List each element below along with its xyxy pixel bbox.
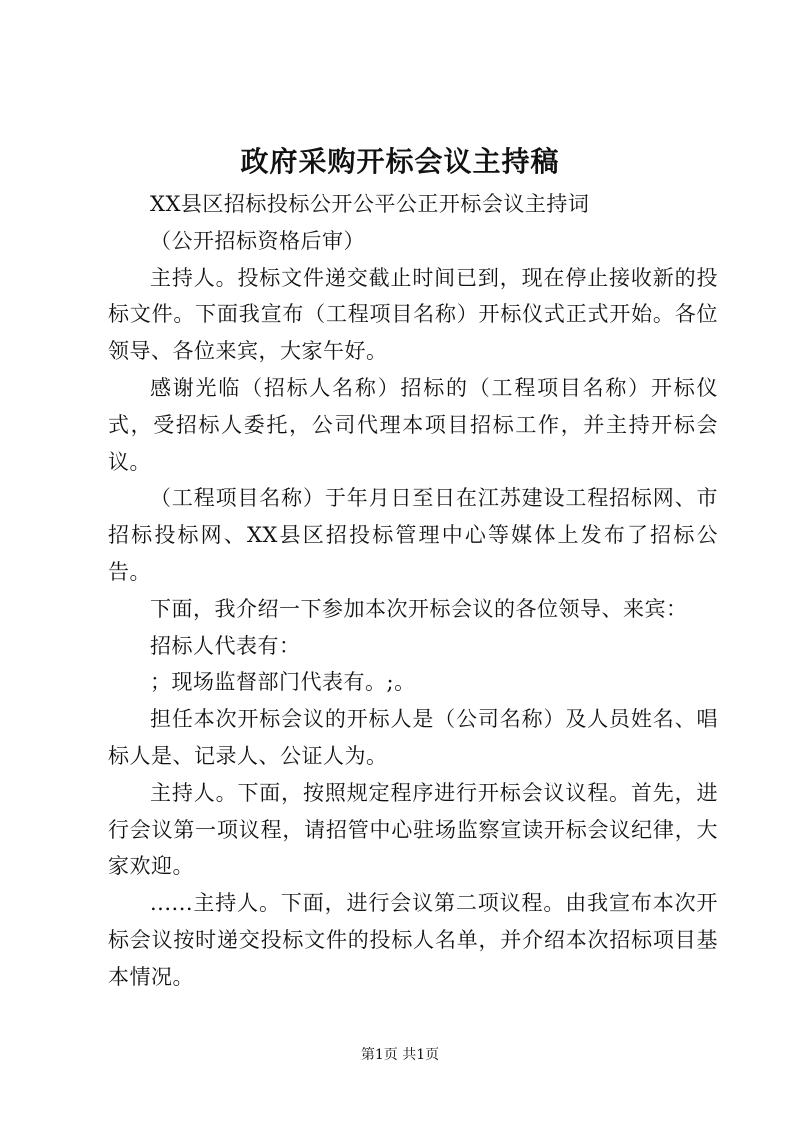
paragraph-6: 下面，我介绍一下参加本次开标会议的各位领导、来宾： <box>150 596 688 621</box>
paragraph-1: XX县区招标投标公开公平公正开标会议主持词 <box>150 192 590 216</box>
page-number-footer: 第1页 共1页 <box>360 1047 440 1063</box>
paragraph-3: 主持人。投标文件递交截止时间已到，现在停止接收新的投标文件。下面我宣布（工程项目名称）开标仪式正式开始。各位领导、各位来宾，大家午好。 <box>108 265 718 364</box>
paragraph-10: 主持人。下面，按照规定程序进行开标会议议程。首先，进行会议第一项议程，请招管中心驻场监察宣读开标会议纪律，大家欢迎。 <box>108 780 718 879</box>
paragraph-11: ......主持人。下面，进行会议第二项议程。由我宣布本次开标会议按时递交投标文件的投标人名单，并介绍本次招标项目基本情况。 <box>108 891 718 989</box>
paragraph-9: 担任本次开标会议的开标人是（公司名称）及人员姓名、唱标人是、记录人、公证人为。 <box>108 707 718 768</box>
paragraph-8: ；现场监督部门代表有。;。 <box>150 670 416 695</box>
paragraph-2: （公开招标资格后审） <box>150 228 365 253</box>
document-title: 政府采购开标会议主持稿 <box>240 145 560 178</box>
paragraph-4: 感谢光临（招标人名称）招标的（工程项目名称）开标仪式，受招标人委托，公司代理本项目招标工作，并主持开标会议。 <box>108 375 718 474</box>
paragraph-5: （工程项目名称）于年月日至日在江苏建设工程招标网、市招标投标网、XX县区招投标管理中心等媒体上发布了招标公告。 <box>108 486 718 584</box>
document-body <box>108 186 718 996</box>
paragraph-7: 招标人代表有： <box>150 633 301 658</box>
